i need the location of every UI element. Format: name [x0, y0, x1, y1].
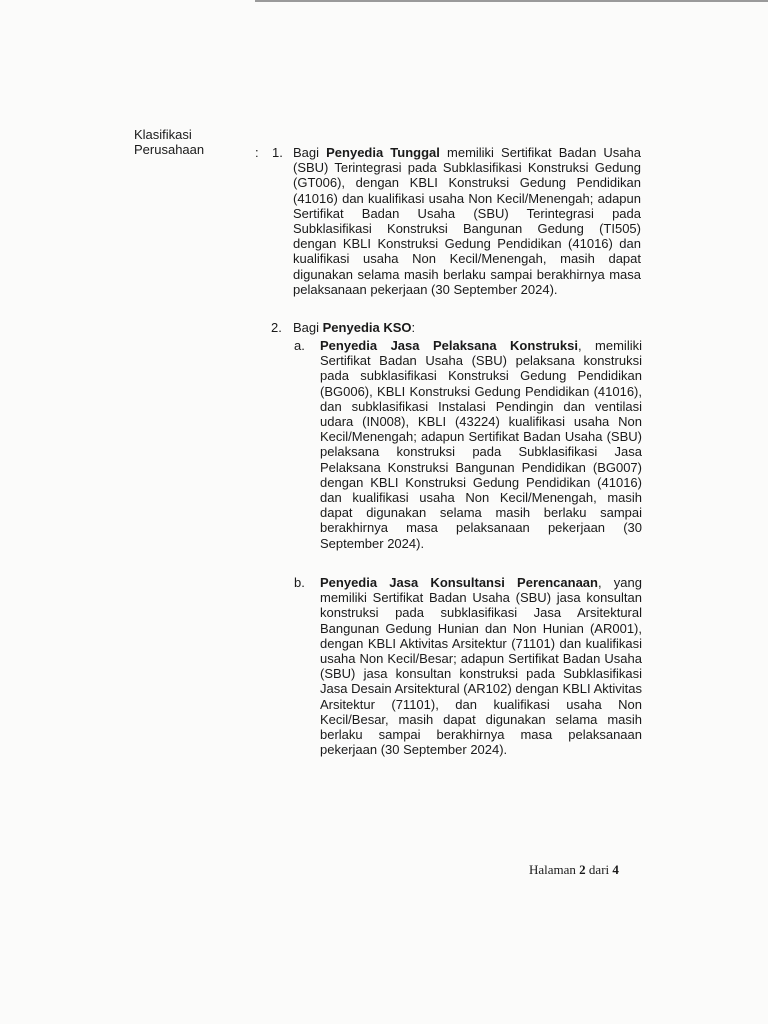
- item-2-number: 2.: [271, 320, 282, 335]
- page-number-footer: [529, 862, 619, 878]
- field-label: [134, 127, 204, 157]
- subitem-b-letter: b.: [294, 575, 305, 590]
- item-1-text: memiliki Sertifikat Badan Usaha (SBU) Terintegrasi pada Subklasifikasi Konstruksi Gedung (GT006), dengan KBLI Konstruksi Gedung Pendidikan (41016) dan kualifikasi usaha Non Kecil/Menengah; adapun Sertifikat Badan Usaha (SBU) Terintegrasi pada Subklasifikasi Konstruksi Bangunan Gedung (TI505) dengan KBLI Konstruksi Gedung Pendidikan (41016) dan kualifikasi usaha Non Kecil/Menengah, masih dapat digunakan selama masih berlaku sampai berakhirnya masa pelaksanaan pekerjaan (30 September 2024).: [293, 145, 641, 297]
- item-1-number: 1.: [272, 145, 283, 160]
- field-label-line-2: Perusahaan: [134, 142, 205, 158]
- item-2-text: :: [411, 320, 416, 335]
- page-top-edge-line: [255, 0, 768, 2]
- footer-prefix: Halaman: [529, 862, 580, 877]
- footer-total-pages: 4: [612, 862, 619, 877]
- item-1-paragraph: [293, 145, 641, 297]
- item-1-bold-term: Penyedia Tunggal: [326, 145, 440, 160]
- subitem-a-paragraph: [320, 338, 642, 551]
- subitem-a-text: , memiliki Sertifikat Badan Usaha (SBU) pelaksana konstruksi pada subklasifikasi Konstruksi Gedung Pendidikan (BG006), KBLI Konstruksi Gedung Pendidikan (41016), dan subklasifikasi Instalasi Pendingin dan ventilasi udara (IN008), KBLI (43224) kualifikasi usaha Non Kecil/Menengah; adapun Sertifikat Badan Usaha (SBU) pelaksana konstruksi pada Subklasifikasi Jasa Pelaksana Konstruksi Bangunan Pendidikan (BG007) dengan KBLI Konstruksi Gedung Pendidikan (41016) dan kualifikasi usaha Non Kecil/Menengah, masih dapat digunakan selama masih berlaku sampai berakhirnya masa pelaksanaan pekerjaan (30 September 2024).: [320, 338, 642, 551]
- item-1-prefix: Bagi: [293, 145, 327, 160]
- subitem-a-bold-term: Penyedia Jasa Pelaksana Konstruksi: [320, 338, 578, 353]
- item-2-bold-term: Penyedia KSO: [322, 320, 412, 335]
- item-2-prefix: Bagi: [293, 320, 323, 335]
- footer-page-number: 2: [579, 862, 586, 877]
- field-colon: :: [255, 145, 259, 160]
- item-2-paragraph: [293, 320, 641, 335]
- field-label-line-1: Klasifikasi: [134, 127, 192, 142]
- subitem-b-bold-term: Penyedia Jasa Konsultansi Perencanaan: [320, 575, 598, 590]
- footer-middle: dari: [585, 862, 613, 877]
- subitem-b-text: , yang memiliki Sertifikat Badan Usaha (SBU) jasa konsultan konstruksi pada subklasifikasi Jasa Arsitektural Bangunan Gedung Hunian dan Non Hunian (AR001), dengan KBLI Aktivitas Arsitektur (71101) dan kualifikasi usaha Non Kecil/Besar; adapun Sertifikat Badan Usaha (SBU) jasa konsultan konstruksi pada Subklasifikasi Jasa Desain Arsitektural (AR102) dengan KBLI Aktivitas Arsitektur (71101), dan kualifikasi usaha Non Kecil/Besar, masih dapat digunakan selama masih berlaku sampai berakhirnya masa pelaksanaan pekerjaan (30 September 2024).: [320, 575, 642, 758]
- subitem-a-letter: a.: [294, 338, 305, 353]
- subitem-b-paragraph: [320, 575, 642, 757]
